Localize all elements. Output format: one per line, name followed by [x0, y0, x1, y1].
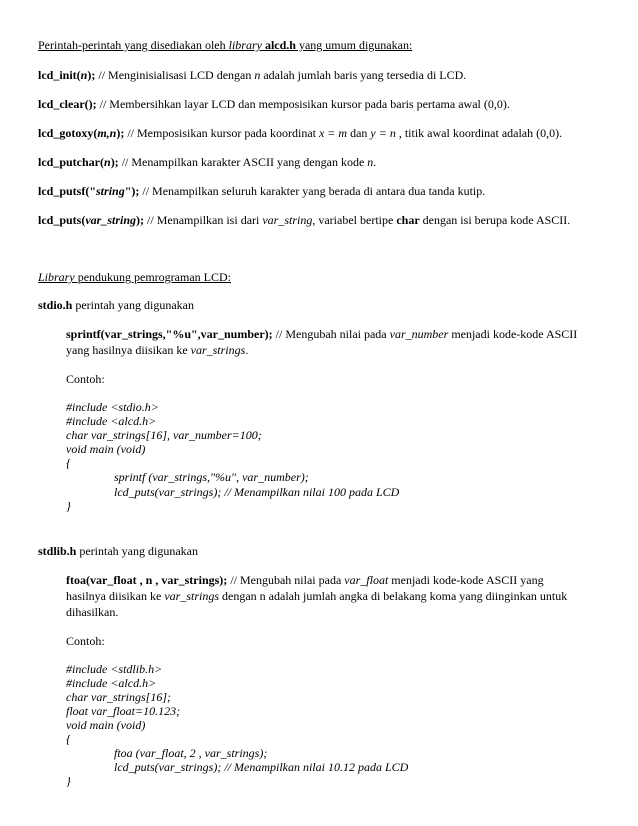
- stdlib-example-label: Contoh:: [66, 634, 105, 648]
- stdlib-function-desc-line3: dihasilkan.: [66, 605, 119, 619]
- stdlib-function-desc: ftoa(var_float , n , var_strings); // Mengubah nilai pada var_float menjadi kode-kode ASCII yang: [66, 573, 544, 587]
- code-line: #include <stdlib.h>: [66, 662, 163, 676]
- code-line: }: [66, 774, 71, 788]
- stdio-title: stdio.h perintah yang digunakan: [38, 298, 194, 312]
- code-line: void main (void): [66, 718, 146, 732]
- code-line: lcd_puts(var_strings); // Menampilkan nilai 10.12 pada LCD: [114, 760, 409, 774]
- stdlib-function-desc-line2: hasilnya diisikan ke var_strings dengan n adalah jumlah angka di belakang koma yang diinginkan untuk: [66, 589, 568, 603]
- code-line: char var_strings[16];: [66, 690, 172, 704]
- code-line: ftoa (var_float, 2 , var_strings);: [114, 746, 268, 760]
- code-line: char var_strings[16], var_number=100;: [66, 428, 262, 442]
- code-line: float var_float=10.123;: [66, 704, 181, 718]
- lcd-putsf-line: lcd_putsf("string"); // Menampilkan seluruh karakter yang berada di antara dua tanda kutip.: [38, 184, 486, 198]
- code-line: void main (void): [66, 442, 146, 456]
- code-line: #include <alcd.h>: [66, 414, 157, 428]
- stdio-function-desc: sprintf(var_strings,"%u",var_number); // Mengubah nilai pada var_number menjadi kode-kode ASCII: [66, 327, 578, 341]
- code-line: {: [66, 732, 71, 746]
- lcd-puts-line: lcd_puts(var_string); // Menampilkan isi dari var_string, variabel bertipe char dengan isi berupa kode ASCII.: [38, 213, 571, 227]
- lcd-gotoxy-line: lcd_gotoxy(m,n); // Memposisikan kursor pada koordinat x = m dan y = n , titik awal koordinat adalah (0,0).: [38, 126, 563, 140]
- code-line: lcd_puts(var_strings); // Menampilkan nilai 100 pada LCD: [114, 485, 400, 499]
- code-line: #include <alcd.h>: [66, 676, 157, 690]
- section1-heading: Perintah-perintah yang disediakan oleh library alcd.h yang umum digunakan:: [38, 38, 413, 52]
- section2-heading: Library pendukung pemrograman LCD:: [38, 270, 231, 284]
- code-line: {: [66, 456, 71, 470]
- code-line: #include <stdio.h>: [66, 400, 159, 414]
- lcd-putchar-line: lcd_putchar(n); // Menampilkan karakter ASCII yang dengan kode n.: [38, 155, 377, 169]
- code-line: sprintf (var_strings,"%u", var_number);: [114, 470, 309, 484]
- stdlib-title: stdlib.h perintah yang digunakan: [38, 544, 198, 558]
- lcd-init-line: lcd_init(n); // Menginisialisasi LCD dengan n adalah jumlah baris yang tersedia di LCD.: [38, 68, 467, 82]
- code-line: }: [66, 499, 71, 513]
- lcd-clear-line: lcd_clear(); // Membersihkan layar LCD dan memposisikan kursor pada baris pertama awal (0,0).: [38, 97, 510, 111]
- stdio-function-desc-line2: yang hasilnya diisikan ke var_strings.: [66, 343, 249, 357]
- stdio-example-label: Contoh:: [66, 372, 105, 386]
